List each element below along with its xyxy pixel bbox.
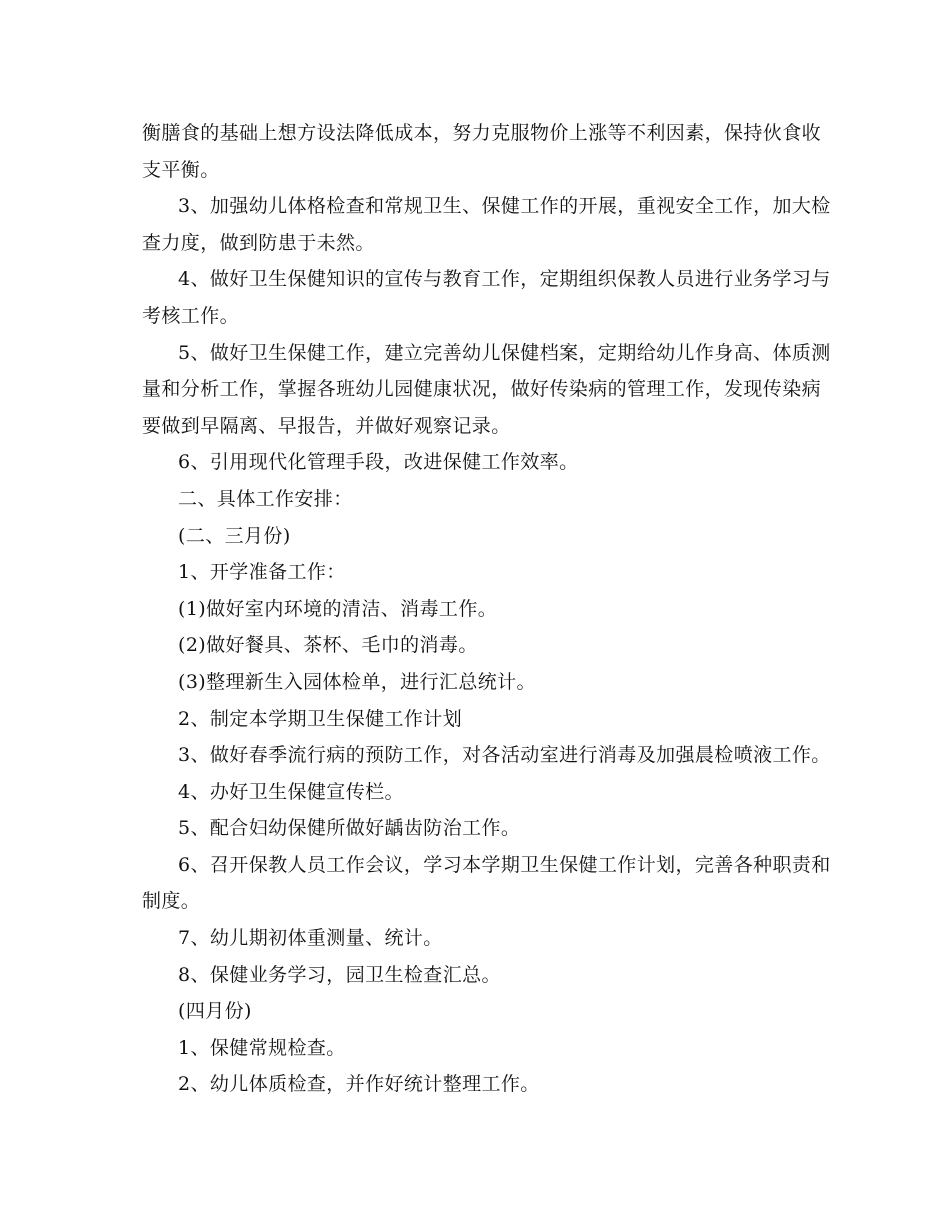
text-line: 支平衡。: [142, 158, 220, 181]
text-line: 制度。: [142, 890, 201, 913]
text-line: 衡膳食的基础上想方设法降低成本，努力克服物价上涨等不利因素，保持伙食收: [142, 122, 822, 144]
text-line: 6、引用现代化管理手段，改进保健工作效率。: [178, 451, 579, 474]
text-line: 5、做好卫生保健工作，建立完善幼儿保健档案，定期给幼儿作身高、体质测: [178, 341, 831, 364]
document-body: [142, 115, 831, 1103]
text-line: 6、召开保教人员工作会议，学习本学期卫生保健工作计划，完善各种职责和: [178, 853, 831, 876]
text-line: (1)做好室内环境的清洁、消毒工作。: [178, 597, 498, 620]
text-line: 量和分析工作，掌握各班幼儿园健康状况，做好传染病的管理工作，发现传染病: [142, 378, 822, 401]
text-line: 7、幼儿期初体重测量、统计。: [178, 927, 443, 950]
text-line: 要做到早隔离、早报告，并做好观察记录。: [142, 414, 511, 437]
text-line: 2、幼儿体质检查，并作好统计整理工作。: [178, 1073, 540, 1096]
text-line: 4、办好卫生保健宣传栏。: [178, 780, 404, 803]
text-line: 1、保健常规检查。: [178, 1036, 346, 1059]
text-line: 考核工作。: [142, 304, 240, 327]
text-line: 4、做好卫生保健知识的宣传与教育工作，定期组织保教人员进行业务学习与: [178, 268, 831, 291]
text-line: 1、开学准备工作：: [178, 561, 346, 584]
text-line: (2)做好餐具、茶杯、毛巾的消毒。: [178, 634, 478, 657]
text-line: 查力度，做到防患于未然。: [142, 231, 375, 254]
text-line: 3、加强幼儿体格检查和常规卫生、保健工作的开展，重视安全工作，加大检: [178, 195, 831, 218]
text-line: 二、具体工作安排：: [178, 487, 353, 510]
text-line: (3)整理新生入园体检单，进行汇总统计。: [178, 670, 536, 693]
text-line: (二、三月份): [178, 524, 291, 547]
text-line: 3、做好春季流行病的预防工作，对各活动室进行消毒及加强晨检喷液工作。: [178, 744, 831, 767]
text-line: 5、配合妇幼保健所做好龋齿防治工作。: [178, 817, 521, 840]
text-line: 2、制定本学期卫生保健工作计划: [178, 707, 463, 730]
text-line: (四月份): [178, 1000, 252, 1023]
text-line: 8、保健业务学习，园卫生检查汇总。: [178, 963, 501, 986]
